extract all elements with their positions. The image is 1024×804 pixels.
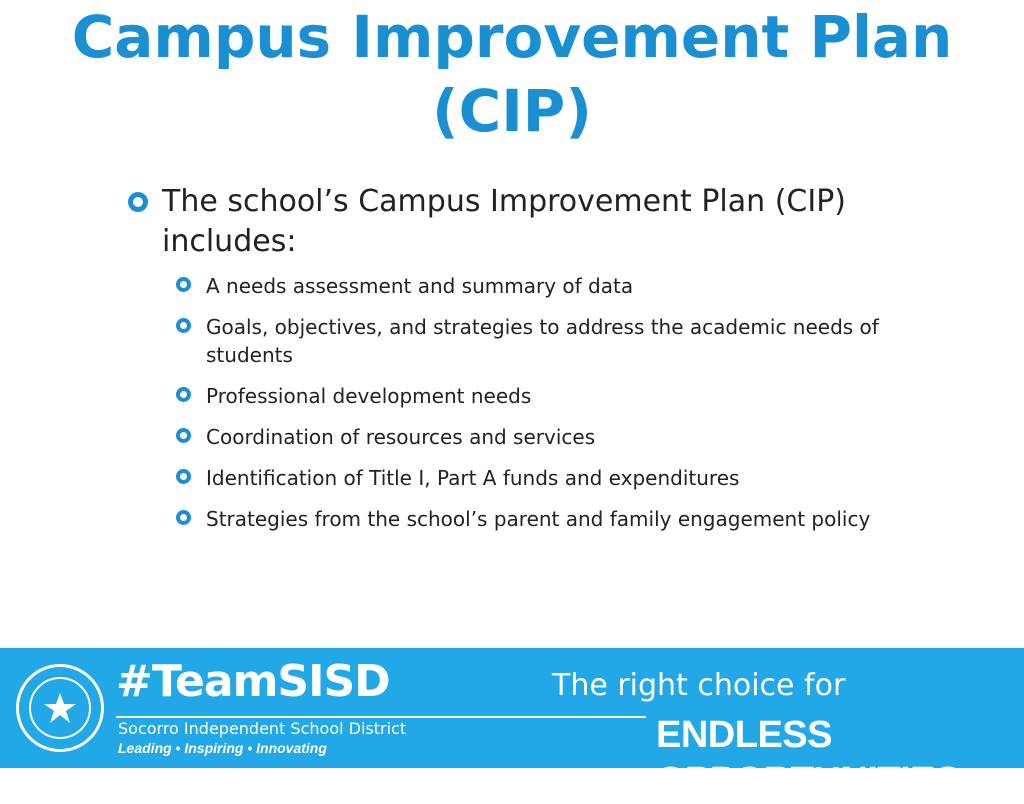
bullet-icon [176,469,191,484]
bullet-icon [176,510,191,525]
sub-bullet-text: A needs assessment and summary of data [206,274,634,298]
district-name: Socorro Independent School District [118,719,407,738]
district-motto: Leading • Inspiring • Innovating [118,740,327,756]
main-bullet [128,182,888,262]
sub-bullet-text: Coordination of resources and services [206,425,596,449]
slide-title-line-1: Campus Improvement Plan [71,3,953,71]
main-bullet-text: The school’s Campus Improvement Plan (CIP) includes: [162,184,846,259]
sub-bullet-list [176,272,888,533]
sub-bullet-item [176,272,888,300]
sub-bullet-item [176,423,888,451]
sub-bullet-item [176,505,888,533]
tagline-line-1: The right choice for [552,668,846,703]
slide-title [0,0,1024,148]
tagline-line-2: ENDLESS OPPORTUNITIES. [656,714,970,802]
sub-bullet-item [176,313,888,369]
sub-bullet-text: Goals, objectives, and strategies to address the academic needs of students [206,315,879,367]
bullet-icon [176,387,191,402]
star-seal-icon [19,667,101,749]
slide-content [128,182,888,546]
bullet-icon [128,192,148,212]
sub-bullet-text: Professional development needs [206,384,532,408]
sub-bullet-text: Strategies from the school’s parent and family engagement policy [206,507,871,531]
hashtag: #TeamSISD [116,656,390,707]
footer-divider [116,716,646,718]
bullet-icon [176,318,191,333]
bullet-icon [176,428,191,443]
district-seal-logo [16,664,104,752]
bullet-icon [176,277,191,292]
sub-bullet-item [176,464,888,492]
sub-bullet-item [176,382,888,410]
slide-title-line-2: (CIP) [432,77,592,145]
sub-bullet-text: Identification of Title I, Part A funds and expenditures [206,466,740,490]
